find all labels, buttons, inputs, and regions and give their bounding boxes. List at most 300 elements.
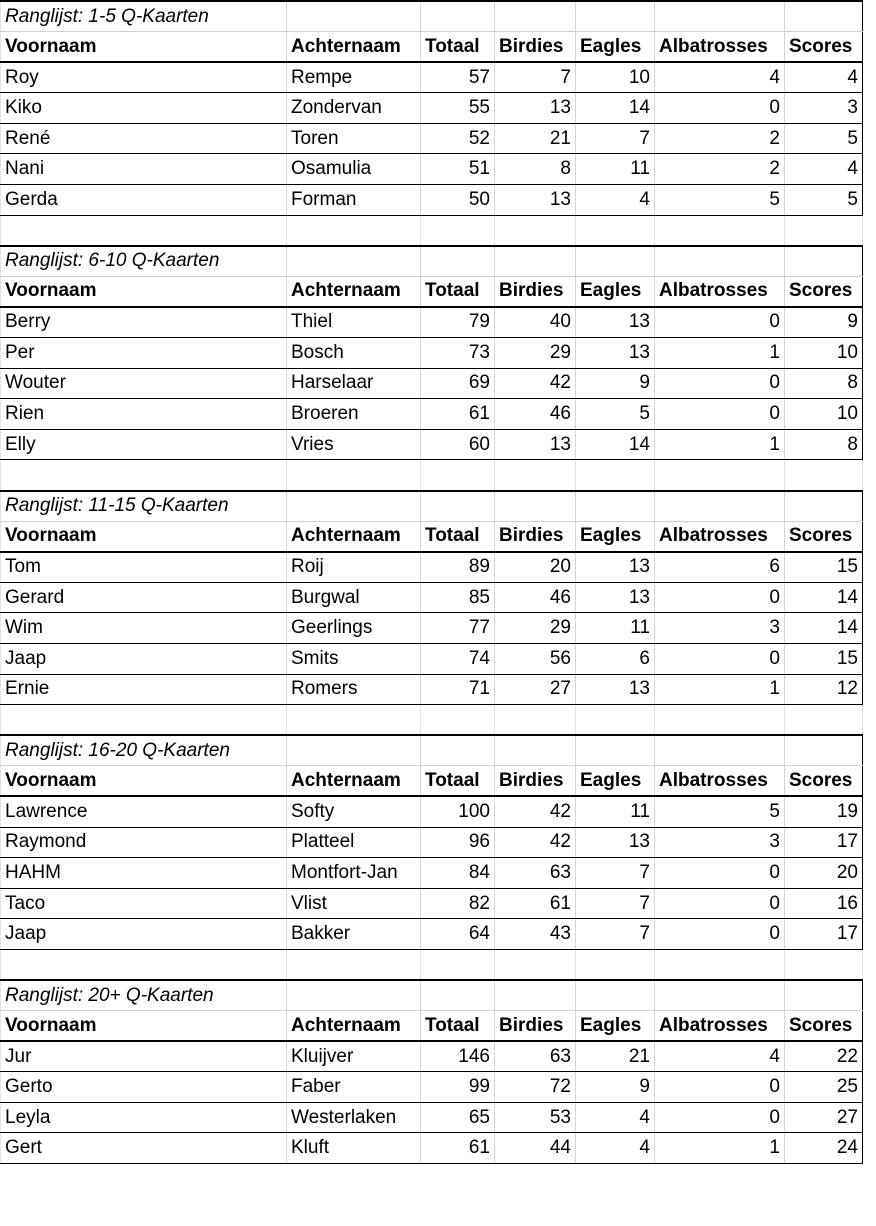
cell-albatrosses[interactable]: 2 xyxy=(655,123,785,154)
table-row xyxy=(1,796,863,827)
empty-cell[interactable] xyxy=(1,215,287,246)
empty-cell[interactable] xyxy=(1,705,287,736)
empty-cell[interactable] xyxy=(495,949,576,980)
section-title[interactable]: Ranglijst: 1-5 Q-Kaarten xyxy=(1,1,287,32)
cell-eagles[interactable]: 13 xyxy=(576,827,655,858)
column-header-row xyxy=(1,276,863,307)
cell-totaal[interactable]: 61 xyxy=(421,399,495,430)
table-row xyxy=(1,185,863,216)
cell-albatrosses[interactable]: 0 xyxy=(655,368,785,399)
cell-eagles[interactable]: 13 xyxy=(576,552,655,583)
section-spacer-row xyxy=(1,460,863,491)
cell-birdies[interactable]: 53 xyxy=(495,1102,576,1133)
empty-cell[interactable] xyxy=(287,460,421,491)
cell-totaal[interactable]: 57 xyxy=(421,62,495,93)
cell-birdies[interactable]: 63 xyxy=(495,1041,576,1072)
empty-cell[interactable] xyxy=(495,246,576,277)
cell-totaal[interactable]: 60 xyxy=(421,429,495,460)
cell-achternaam[interactable]: Vries xyxy=(287,429,421,460)
column-header-scores[interactable]: Scores xyxy=(785,276,863,307)
cell-albatrosses[interactable]: 3 xyxy=(655,827,785,858)
cell-voornaam[interactable]: Gerard xyxy=(1,582,287,613)
cell-achternaam[interactable]: Broeren xyxy=(287,399,421,430)
column-header-voornaam[interactable]: Voornaam xyxy=(1,276,287,307)
cell-birdies[interactable]: 46 xyxy=(495,399,576,430)
cell-achternaam[interactable]: Faber xyxy=(287,1072,421,1103)
cell-scores[interactable]: 10 xyxy=(785,399,863,430)
empty-cell[interactable] xyxy=(287,735,421,766)
cell-voornaam[interactable]: Gert xyxy=(1,1133,287,1164)
cell-achternaam[interactable]: Kluft xyxy=(287,1133,421,1164)
cell-totaal[interactable]: 146 xyxy=(421,1041,495,1072)
cell-scores[interactable]: 4 xyxy=(785,62,863,93)
cell-voornaam[interactable]: Kiko xyxy=(1,93,287,124)
cell-totaal[interactable]: 65 xyxy=(421,1102,495,1133)
section-title-row xyxy=(1,491,863,522)
cell-totaal[interactable]: 55 xyxy=(421,93,495,124)
column-header-achternaam[interactable]: Achternaam xyxy=(287,766,421,797)
cell-albatrosses[interactable]: 5 xyxy=(655,185,785,216)
cell-eagles[interactable]: 4 xyxy=(576,1133,655,1164)
cell-scores[interactable]: 10 xyxy=(785,338,863,369)
column-header-voornaam[interactable]: Voornaam xyxy=(1,32,287,63)
cell-totaal[interactable]: 79 xyxy=(421,307,495,338)
empty-cell[interactable] xyxy=(287,246,421,277)
cell-eagles[interactable]: 13 xyxy=(576,338,655,369)
cell-birdies[interactable]: 20 xyxy=(495,552,576,583)
section-title-row xyxy=(1,1,863,32)
cell-albatrosses[interactable]: 0 xyxy=(655,888,785,919)
cell-totaal[interactable]: 77 xyxy=(421,613,495,644)
empty-cell[interactable] xyxy=(785,705,863,736)
cell-albatrosses[interactable]: 1 xyxy=(655,338,785,369)
cell-totaal[interactable]: 96 xyxy=(421,827,495,858)
cell-achternaam[interactable]: Osamulia xyxy=(287,154,421,185)
cell-scores[interactable]: 25 xyxy=(785,1072,863,1103)
cell-totaal[interactable]: 100 xyxy=(421,796,495,827)
column-header-albatrosses[interactable]: Albatrosses xyxy=(655,521,785,552)
cell-achternaam[interactable]: Forman xyxy=(287,185,421,216)
cell-eagles[interactable]: 14 xyxy=(576,93,655,124)
cell-scores[interactable]: 14 xyxy=(785,613,863,644)
empty-cell[interactable] xyxy=(421,735,495,766)
table-row xyxy=(1,582,863,613)
table-row xyxy=(1,888,863,919)
empty-cell[interactable] xyxy=(421,980,495,1011)
cell-birdies[interactable]: 42 xyxy=(495,368,576,399)
empty-cell[interactable] xyxy=(495,491,576,522)
empty-cell[interactable] xyxy=(576,460,655,491)
empty-cell[interactable] xyxy=(576,980,655,1011)
column-header-totaal[interactable]: Totaal xyxy=(421,521,495,552)
section-title[interactable]: Ranglijst: 6-10 Q-Kaarten xyxy=(1,246,287,277)
cell-voornaam[interactable]: Wim xyxy=(1,613,287,644)
table-row xyxy=(1,307,863,338)
cell-voornaam[interactable]: Raymond xyxy=(1,827,287,858)
cell-scores[interactable]: 15 xyxy=(785,552,863,583)
column-header-scores[interactable]: Scores xyxy=(785,766,863,797)
cell-totaal[interactable]: 74 xyxy=(421,643,495,674)
empty-cell[interactable] xyxy=(1,949,287,980)
cell-eagles[interactable]: 7 xyxy=(576,888,655,919)
section-title[interactable]: Ranglijst: 16-20 Q-Kaarten xyxy=(1,735,287,766)
cell-eagles[interactable]: 11 xyxy=(576,613,655,644)
empty-cell[interactable] xyxy=(421,460,495,491)
empty-cell[interactable] xyxy=(576,215,655,246)
cell-voornaam[interactable]: Ernie xyxy=(1,674,287,705)
cell-eagles[interactable]: 11 xyxy=(576,796,655,827)
cell-achternaam[interactable]: Montfort-Jan xyxy=(287,858,421,889)
empty-cell[interactable] xyxy=(655,215,785,246)
empty-cell[interactable] xyxy=(576,705,655,736)
column-header-totaal[interactable]: Totaal xyxy=(421,766,495,797)
cell-albatrosses[interactable]: 1 xyxy=(655,429,785,460)
cell-birdies[interactable]: 56 xyxy=(495,643,576,674)
cell-eagles[interactable]: 4 xyxy=(576,185,655,216)
cell-achternaam[interactable]: Rempe xyxy=(287,62,421,93)
cell-voornaam[interactable]: Leyla xyxy=(1,1102,287,1133)
column-header-scores[interactable]: Scores xyxy=(785,1011,863,1042)
empty-cell[interactable] xyxy=(1,460,287,491)
empty-cell[interactable] xyxy=(287,705,421,736)
section-spacer-row xyxy=(1,215,863,246)
cell-albatrosses[interactable]: 0 xyxy=(655,93,785,124)
cell-albatrosses[interactable]: 0 xyxy=(655,1102,785,1133)
cell-totaal[interactable]: 50 xyxy=(421,185,495,216)
empty-cell[interactable] xyxy=(421,949,495,980)
table-row xyxy=(1,338,863,369)
cell-voornaam[interactable]: Nani xyxy=(1,154,287,185)
cell-albatrosses[interactable]: 3 xyxy=(655,613,785,644)
cell-eagles[interactable]: 13 xyxy=(576,674,655,705)
cell-voornaam[interactable]: Wouter xyxy=(1,368,287,399)
cell-birdies[interactable]: 61 xyxy=(495,888,576,919)
cell-eagles[interactable]: 21 xyxy=(576,1041,655,1072)
empty-cell[interactable] xyxy=(655,949,785,980)
cell-voornaam[interactable]: Jur xyxy=(1,1041,287,1072)
empty-cell[interactable] xyxy=(495,1,576,32)
column-header-albatrosses[interactable]: Albatrosses xyxy=(655,766,785,797)
cell-voornaam[interactable]: Rien xyxy=(1,399,287,430)
cell-scores[interactable]: 14 xyxy=(785,582,863,613)
cell-eagles[interactable]: 6 xyxy=(576,643,655,674)
cell-albatrosses[interactable]: 2 xyxy=(655,154,785,185)
cell-scores[interactable]: 27 xyxy=(785,1102,863,1133)
table-row xyxy=(1,123,863,154)
column-header-birdies[interactable]: Birdies xyxy=(495,521,576,552)
empty-cell[interactable] xyxy=(421,491,495,522)
cell-eagles[interactable]: 13 xyxy=(576,307,655,338)
empty-cell[interactable] xyxy=(785,215,863,246)
table-row xyxy=(1,613,863,644)
column-header-row xyxy=(1,766,863,797)
cell-voornaam[interactable]: Gerda xyxy=(1,185,287,216)
table-row xyxy=(1,919,863,950)
cell-albatrosses[interactable]: 0 xyxy=(655,643,785,674)
column-header-albatrosses[interactable]: Albatrosses xyxy=(655,32,785,63)
cell-birdies[interactable]: 21 xyxy=(495,123,576,154)
cell-albatrosses[interactable]: 1 xyxy=(655,674,785,705)
cell-scores[interactable]: 22 xyxy=(785,1041,863,1072)
column-header-eagles[interactable]: Eagles xyxy=(576,766,655,797)
empty-cell[interactable] xyxy=(495,215,576,246)
cell-achternaam[interactable]: Bakker xyxy=(287,919,421,950)
empty-cell[interactable] xyxy=(421,1,495,32)
empty-cell[interactable] xyxy=(785,246,863,277)
cell-totaal[interactable]: 61 xyxy=(421,1133,495,1164)
cell-scores[interactable]: 4 xyxy=(785,154,863,185)
column-header-birdies[interactable]: Birdies xyxy=(495,766,576,797)
cell-achternaam[interactable]: Thiel xyxy=(287,307,421,338)
empty-cell[interactable] xyxy=(785,460,863,491)
cell-totaal[interactable]: 73 xyxy=(421,338,495,369)
empty-cell[interactable] xyxy=(785,949,863,980)
section-title-row xyxy=(1,980,863,1011)
column-header-scores[interactable]: Scores xyxy=(785,521,863,552)
empty-cell[interactable] xyxy=(421,705,495,736)
cell-achternaam[interactable]: Romers xyxy=(287,674,421,705)
table-row xyxy=(1,858,863,889)
column-header-birdies[interactable]: Birdies xyxy=(495,32,576,63)
cell-achternaam[interactable]: Zondervan xyxy=(287,93,421,124)
cell-totaal[interactable]: 69 xyxy=(421,368,495,399)
column-header-achternaam[interactable]: Achternaam xyxy=(287,276,421,307)
cell-scores[interactable]: 5 xyxy=(785,123,863,154)
cell-achternaam[interactable]: Smits xyxy=(287,643,421,674)
empty-cell[interactable] xyxy=(785,1,863,32)
cell-voornaam[interactable]: HAHM xyxy=(1,858,287,889)
cell-achternaam[interactable]: Geerlings xyxy=(287,613,421,644)
cell-eagles[interactable]: 7 xyxy=(576,919,655,950)
cell-voornaam[interactable]: René xyxy=(1,123,287,154)
section-title[interactable]: Ranglijst: 20+ Q-Kaarten xyxy=(1,980,287,1011)
cell-albatrosses[interactable]: 6 xyxy=(655,552,785,583)
table-row xyxy=(1,1133,863,1164)
empty-cell[interactable] xyxy=(421,215,495,246)
cell-eagles[interactable]: 14 xyxy=(576,429,655,460)
cell-albatrosses[interactable]: 4 xyxy=(655,1041,785,1072)
cell-achternaam[interactable]: Burgwal xyxy=(287,582,421,613)
cell-scores[interactable]: 20 xyxy=(785,858,863,889)
column-header-voornaam[interactable]: Voornaam xyxy=(1,766,287,797)
cell-voornaam[interactable]: Roy xyxy=(1,62,287,93)
column-header-eagles[interactable]: Eagles xyxy=(576,276,655,307)
empty-cell[interactable] xyxy=(655,980,785,1011)
cell-scores[interactable]: 19 xyxy=(785,796,863,827)
cell-albatrosses[interactable]: 0 xyxy=(655,582,785,613)
cell-achternaam[interactable]: Harselaar xyxy=(287,368,421,399)
empty-cell[interactable] xyxy=(287,1,421,32)
cell-birdies[interactable]: 44 xyxy=(495,1133,576,1164)
cell-birdies[interactable]: 42 xyxy=(495,827,576,858)
cell-voornaam[interactable]: Gerto xyxy=(1,1072,287,1103)
cell-birdies[interactable]: 42 xyxy=(495,796,576,827)
cell-totaal[interactable]: 82 xyxy=(421,888,495,919)
cell-voornaam[interactable]: Elly xyxy=(1,429,287,460)
column-header-row xyxy=(1,521,863,552)
column-header-voornaam[interactable]: Voornaam xyxy=(1,1011,287,1042)
column-header-albatrosses[interactable]: Albatrosses xyxy=(655,1011,785,1042)
cell-scores[interactable]: 15 xyxy=(785,643,863,674)
cell-achternaam[interactable]: Vlist xyxy=(287,888,421,919)
table-row xyxy=(1,643,863,674)
column-header-eagles[interactable]: Eagles xyxy=(576,32,655,63)
empty-cell[interactable] xyxy=(287,215,421,246)
column-header-birdies[interactable]: Birdies xyxy=(495,1011,576,1042)
section-spacer-row xyxy=(1,949,863,980)
column-header-albatrosses[interactable]: Albatrosses xyxy=(655,276,785,307)
cell-achternaam[interactable]: Softy xyxy=(287,796,421,827)
cell-achternaam[interactable]: Bosch xyxy=(287,338,421,369)
column-header-scores[interactable]: Scores xyxy=(785,32,863,63)
empty-cell[interactable] xyxy=(495,735,576,766)
table-row xyxy=(1,429,863,460)
section-title[interactable]: Ranglijst: 11-15 Q-Kaarten xyxy=(1,491,287,522)
cell-albatrosses[interactable]: 0 xyxy=(655,1072,785,1103)
cell-scores[interactable]: 5 xyxy=(785,185,863,216)
cell-totaal[interactable]: 51 xyxy=(421,154,495,185)
cell-albatrosses[interactable]: 0 xyxy=(655,919,785,950)
cell-totaal[interactable]: 71 xyxy=(421,674,495,705)
empty-cell[interactable] xyxy=(287,980,421,1011)
table-row xyxy=(1,62,863,93)
cell-albatrosses[interactable]: 1 xyxy=(655,1133,785,1164)
empty-cell[interactable] xyxy=(655,460,785,491)
cell-voornaam[interactable]: Jaap xyxy=(1,919,287,950)
cell-scores[interactable]: 24 xyxy=(785,1133,863,1164)
table-row xyxy=(1,827,863,858)
empty-cell[interactable] xyxy=(576,246,655,277)
cell-eagles[interactable]: 5 xyxy=(576,399,655,430)
cell-achternaam[interactable]: Kluijver xyxy=(287,1041,421,1072)
empty-cell[interactable] xyxy=(785,735,863,766)
column-header-row xyxy=(1,32,863,63)
column-header-achternaam[interactable]: Achternaam xyxy=(287,1011,421,1042)
cell-birdies[interactable]: 27 xyxy=(495,674,576,705)
cell-birdies[interactable]: 72 xyxy=(495,1072,576,1103)
empty-cell[interactable] xyxy=(785,980,863,1011)
cell-voornaam[interactable]: Tom xyxy=(1,552,287,583)
table-row xyxy=(1,1102,863,1133)
cell-totaal[interactable]: 99 xyxy=(421,1072,495,1103)
empty-cell[interactable] xyxy=(287,949,421,980)
cell-albatrosses[interactable]: 0 xyxy=(655,399,785,430)
empty-cell[interactable] xyxy=(495,460,576,491)
cell-totaal[interactable]: 64 xyxy=(421,919,495,950)
cell-eagles[interactable]: 13 xyxy=(576,582,655,613)
cell-birdies[interactable]: 63 xyxy=(495,858,576,889)
cell-achternaam[interactable]: Platteel xyxy=(287,827,421,858)
cell-birdies[interactable]: 13 xyxy=(495,93,576,124)
empty-cell[interactable] xyxy=(655,735,785,766)
column-header-totaal[interactable]: Totaal xyxy=(421,276,495,307)
cell-totaal[interactable]: 84 xyxy=(421,858,495,889)
cell-birdies[interactable]: 13 xyxy=(495,429,576,460)
column-header-eagles[interactable]: Eagles xyxy=(576,521,655,552)
empty-cell[interactable] xyxy=(495,705,576,736)
empty-cell[interactable] xyxy=(655,705,785,736)
empty-cell[interactable] xyxy=(287,491,421,522)
table-row xyxy=(1,1072,863,1103)
cell-voornaam[interactable]: Lawrence xyxy=(1,796,287,827)
cell-scores[interactable]: 8 xyxy=(785,368,863,399)
cell-birdies[interactable]: 7 xyxy=(495,62,576,93)
cell-scores[interactable]: 12 xyxy=(785,674,863,705)
section-title-row xyxy=(1,246,863,277)
cell-eagles[interactable]: 7 xyxy=(576,858,655,889)
table-row xyxy=(1,674,863,705)
cell-birdies[interactable]: 13 xyxy=(495,185,576,216)
cell-eagles[interactable]: 9 xyxy=(576,368,655,399)
cell-voornaam[interactable]: Per xyxy=(1,338,287,369)
empty-cell[interactable] xyxy=(495,980,576,1011)
column-header-eagles[interactable]: Eagles xyxy=(576,1011,655,1042)
cell-albatrosses[interactable]: 5 xyxy=(655,796,785,827)
empty-cell[interactable] xyxy=(576,735,655,766)
column-header-row xyxy=(1,1011,863,1042)
empty-cell[interactable] xyxy=(785,491,863,522)
column-header-voornaam[interactable]: Voornaam xyxy=(1,521,287,552)
cell-scores[interactable]: 16 xyxy=(785,888,863,919)
cell-voornaam[interactable]: Jaap xyxy=(1,643,287,674)
column-header-birdies[interactable]: Birdies xyxy=(495,276,576,307)
cell-birdies[interactable]: 43 xyxy=(495,919,576,950)
empty-cell[interactable] xyxy=(655,246,785,277)
cell-birdies[interactable]: 29 xyxy=(495,338,576,369)
empty-cell[interactable] xyxy=(655,1,785,32)
column-header-achternaam[interactable]: Achternaam xyxy=(287,32,421,63)
section-spacer-row xyxy=(1,705,863,736)
empty-cell[interactable] xyxy=(576,1,655,32)
cell-scores[interactable]: 17 xyxy=(785,919,863,950)
empty-cell[interactable] xyxy=(421,246,495,277)
cell-eagles[interactable]: 7 xyxy=(576,123,655,154)
cell-achternaam[interactable]: Toren xyxy=(287,123,421,154)
table-row xyxy=(1,368,863,399)
cell-birdies[interactable]: 8 xyxy=(495,154,576,185)
cell-totaal[interactable]: 89 xyxy=(421,552,495,583)
cell-achternaam[interactable]: Roij xyxy=(287,552,421,583)
cell-eagles[interactable]: 4 xyxy=(576,1102,655,1133)
cell-scores[interactable]: 3 xyxy=(785,93,863,124)
cell-voornaam[interactable]: Taco xyxy=(1,888,287,919)
column-header-achternaam[interactable]: Achternaam xyxy=(287,521,421,552)
empty-cell[interactable] xyxy=(576,949,655,980)
cell-scores[interactable]: 9 xyxy=(785,307,863,338)
cell-albatrosses[interactable]: 0 xyxy=(655,858,785,889)
section-title-row xyxy=(1,735,863,766)
cell-voornaam[interactable]: Berry xyxy=(1,307,287,338)
cell-albatrosses[interactable]: 0 xyxy=(655,307,785,338)
column-header-totaal[interactable]: Totaal xyxy=(421,1011,495,1042)
cell-scores[interactable]: 8 xyxy=(785,429,863,460)
column-header-totaal[interactable]: Totaal xyxy=(421,32,495,63)
cell-eagles[interactable]: 10 xyxy=(576,62,655,93)
cell-totaal[interactable]: 85 xyxy=(421,582,495,613)
cell-achternaam[interactable]: Westerlaken xyxy=(287,1102,421,1133)
empty-cell[interactable] xyxy=(655,491,785,522)
table-row xyxy=(1,1041,863,1072)
cell-birdies[interactable]: 40 xyxy=(495,307,576,338)
cell-eagles[interactable]: 9 xyxy=(576,1072,655,1103)
empty-cell[interactable] xyxy=(576,491,655,522)
cell-eagles[interactable]: 11 xyxy=(576,154,655,185)
cell-birdies[interactable]: 29 xyxy=(495,613,576,644)
cell-albatrosses[interactable]: 4 xyxy=(655,62,785,93)
cell-birdies[interactable]: 46 xyxy=(495,582,576,613)
cell-totaal[interactable]: 52 xyxy=(421,123,495,154)
cell-scores[interactable]: 17 xyxy=(785,827,863,858)
